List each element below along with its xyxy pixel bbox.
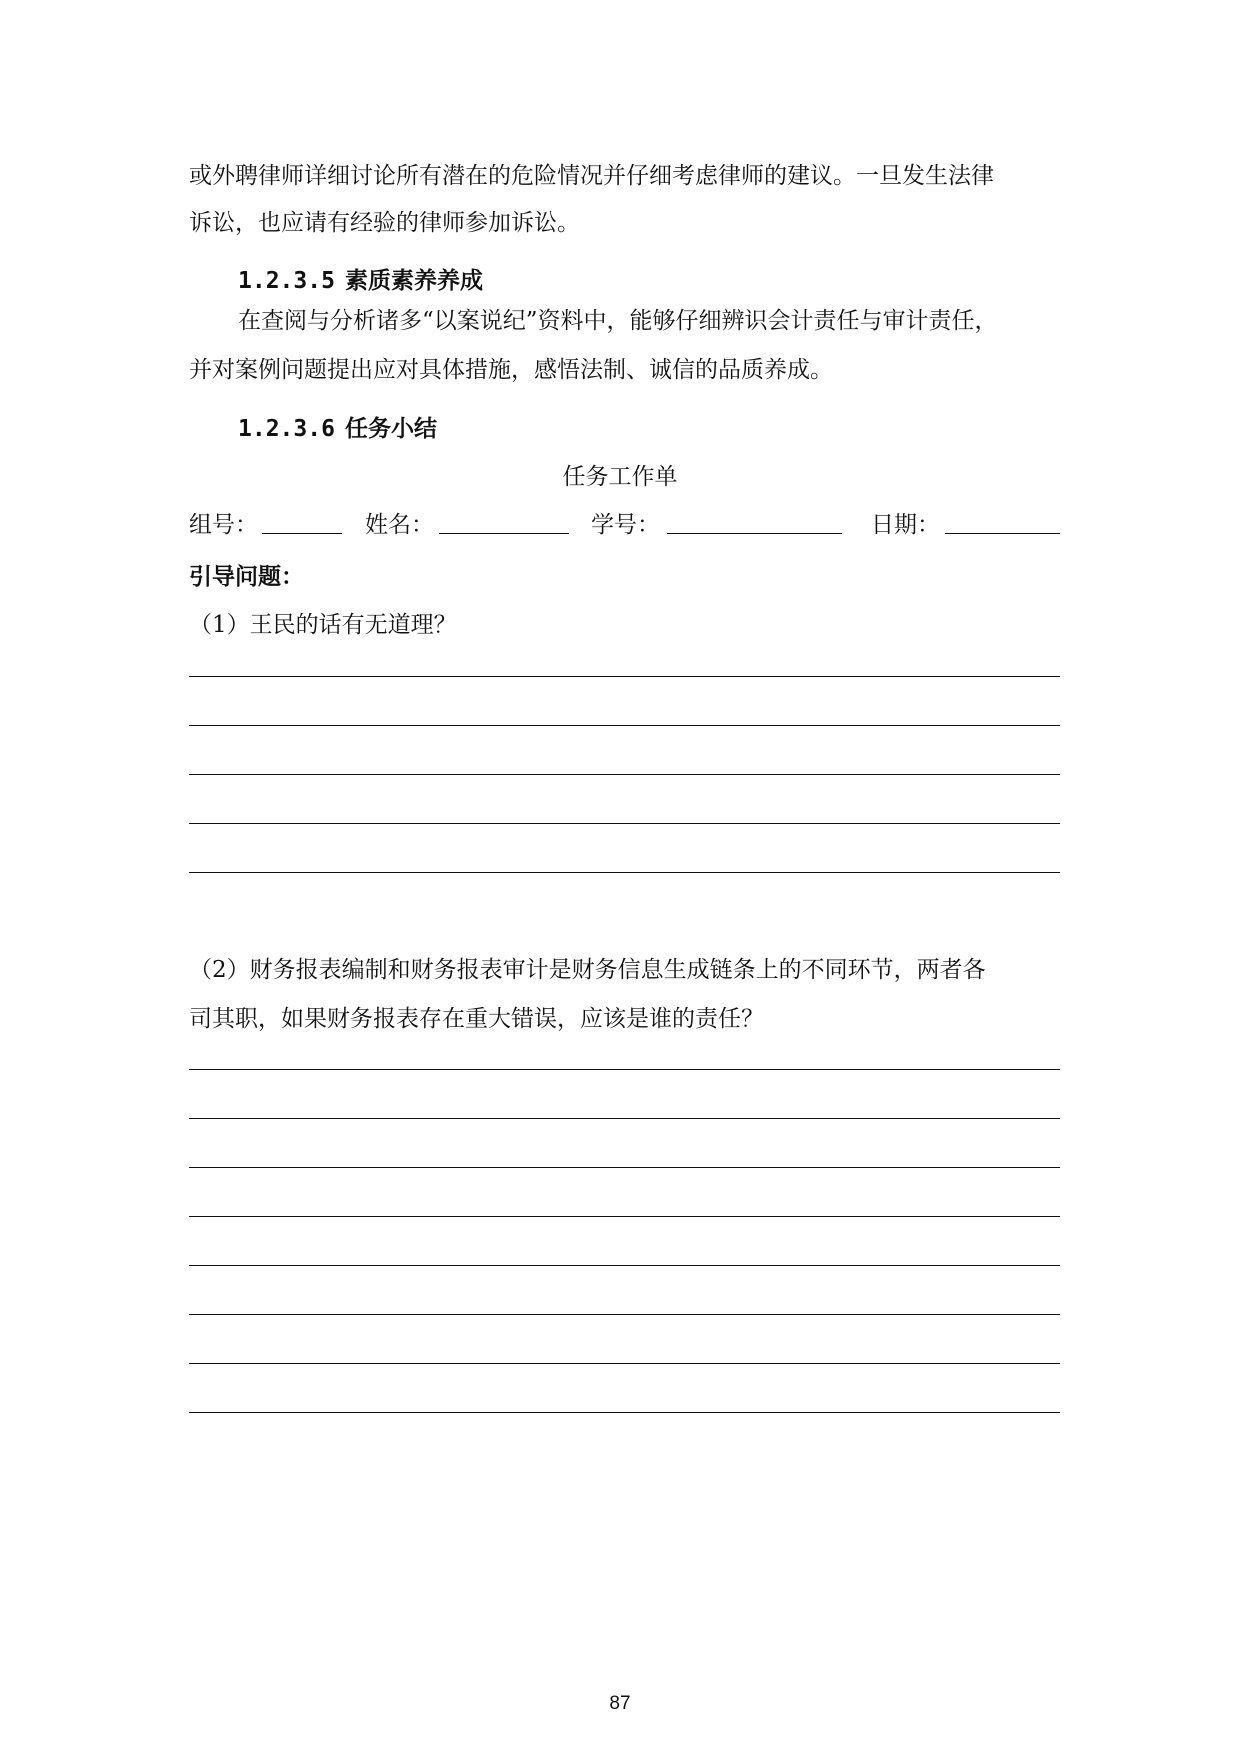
question-2-line-1: （2）财务报表编制和财务报表审计是财务信息生成链条上的不同环节，两者各: [189, 957, 986, 983]
answer-line[interactable]: [189, 1216, 1060, 1217]
section-heading-1235: [238, 262, 483, 295]
page-number: 87: [609, 1693, 631, 1714]
answer-line[interactable]: [189, 1314, 1060, 1315]
answer-line[interactable]: [189, 676, 1060, 677]
worksheet-title: 任务工作单: [562, 464, 678, 490]
section-heading-1236: [238, 410, 437, 443]
worksheet-info-row: [189, 506, 1060, 538]
section-title: 素质素养养成: [344, 268, 483, 294]
answer-line[interactable]: [189, 1167, 1060, 1168]
answer-line[interactable]: [189, 1265, 1060, 1266]
answer-line[interactable]: [189, 774, 1060, 775]
answer-line[interactable]: [189, 823, 1060, 824]
date-label: 日期：: [871, 512, 940, 538]
name-field[interactable]: [439, 533, 569, 534]
answer-line[interactable]: [189, 1069, 1060, 1070]
section-1235-para-line-1: 在查阅与分析诸多“以案说纪”资料中，能够仔细辨识会计责任与审计责任，: [238, 308, 998, 334]
name-label: 姓名：: [365, 512, 434, 538]
student-id-label: 学号：: [591, 512, 660, 538]
intro-line-1: 或外聘律师详细讨论所有潜在的危险情况并仔细考虑律师的建议。一旦发生法律: [189, 163, 994, 189]
answer-line[interactable]: [189, 725, 1060, 726]
section-title: 任务小结: [344, 416, 437, 442]
group-field[interactable]: [262, 533, 342, 534]
guide-heading: 引导问题：: [189, 564, 304, 590]
answer-line[interactable]: [189, 872, 1060, 873]
question-2-line-2: 司其职，如果财务报表存在重大错误，应该是谁的责任？: [189, 1006, 764, 1032]
section-number: 1.2.3.6: [238, 416, 335, 442]
answer-line[interactable]: [189, 1118, 1060, 1119]
group-label: 组号：: [189, 512, 258, 538]
date-field[interactable]: [945, 533, 1060, 534]
student-id-field[interactable]: [667, 533, 842, 534]
section-1235-para-line-2: 并对案例问题提出应对具体措施，感悟法制、诚信的品质养成。: [189, 357, 833, 383]
answer-line[interactable]: [189, 1363, 1060, 1364]
intro-line-2: 诉讼，也应请有经验的律师参加诉讼。: [189, 210, 580, 236]
section-number: 1.2.3.5: [238, 268, 335, 294]
question-1: （1）王民的话有无道理？: [189, 612, 457, 638]
answer-line[interactable]: [189, 1412, 1060, 1413]
